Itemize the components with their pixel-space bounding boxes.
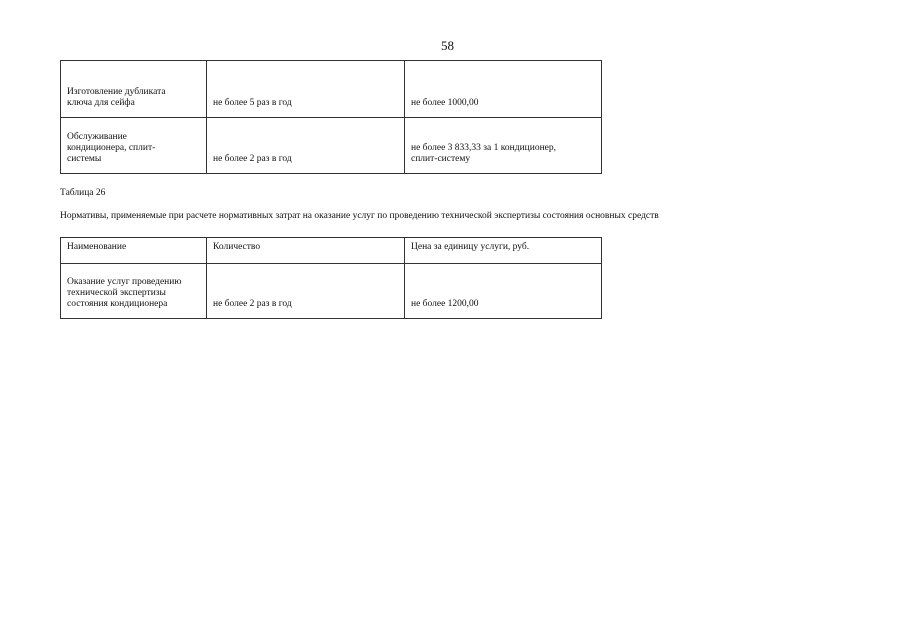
table-row: [61, 61, 602, 118]
table-cell-quantity: не более 2 раз в год: [207, 264, 405, 319]
table-cell-price: не более 3 833,33 за 1 кондиционер, сплит-систему: [405, 118, 602, 174]
column-header-quantity: Количество: [207, 238, 405, 264]
table-row: [61, 264, 602, 319]
page-number: 58: [441, 38, 454, 53]
table-row: [61, 118, 602, 174]
table-title: Нормативы, применяемые при расчете нормативных затрат на оказание услуг по проведению технической экспертизы состояния основных средств: [60, 211, 659, 221]
table-cell-price: не более 1000,00: [405, 61, 602, 118]
technical-expertise-norms-table: [60, 237, 602, 319]
column-header-price: Цена за единицу услуги, руб.: [405, 238, 602, 264]
table-cell-name: Изготовление дубликата ключа для сейфа: [61, 61, 207, 118]
column-header-name: Наименование: [61, 238, 207, 264]
table-cell-name: Оказание услуг проведению технической экспертизы состояния кондиционера: [61, 264, 207, 319]
table-cell-quantity: не более 2 раз в год: [207, 118, 405, 174]
table-header-row: [61, 238, 602, 264]
norms-table-continued: [60, 60, 602, 174]
table-cell-quantity: не более 5 раз в год: [207, 61, 405, 118]
table-cell-price: не более 1200,00: [405, 264, 602, 319]
table-cell-name: Обслуживание кондиционера, сплит- системы: [61, 118, 207, 174]
table-label: Таблица 26: [60, 188, 106, 198]
